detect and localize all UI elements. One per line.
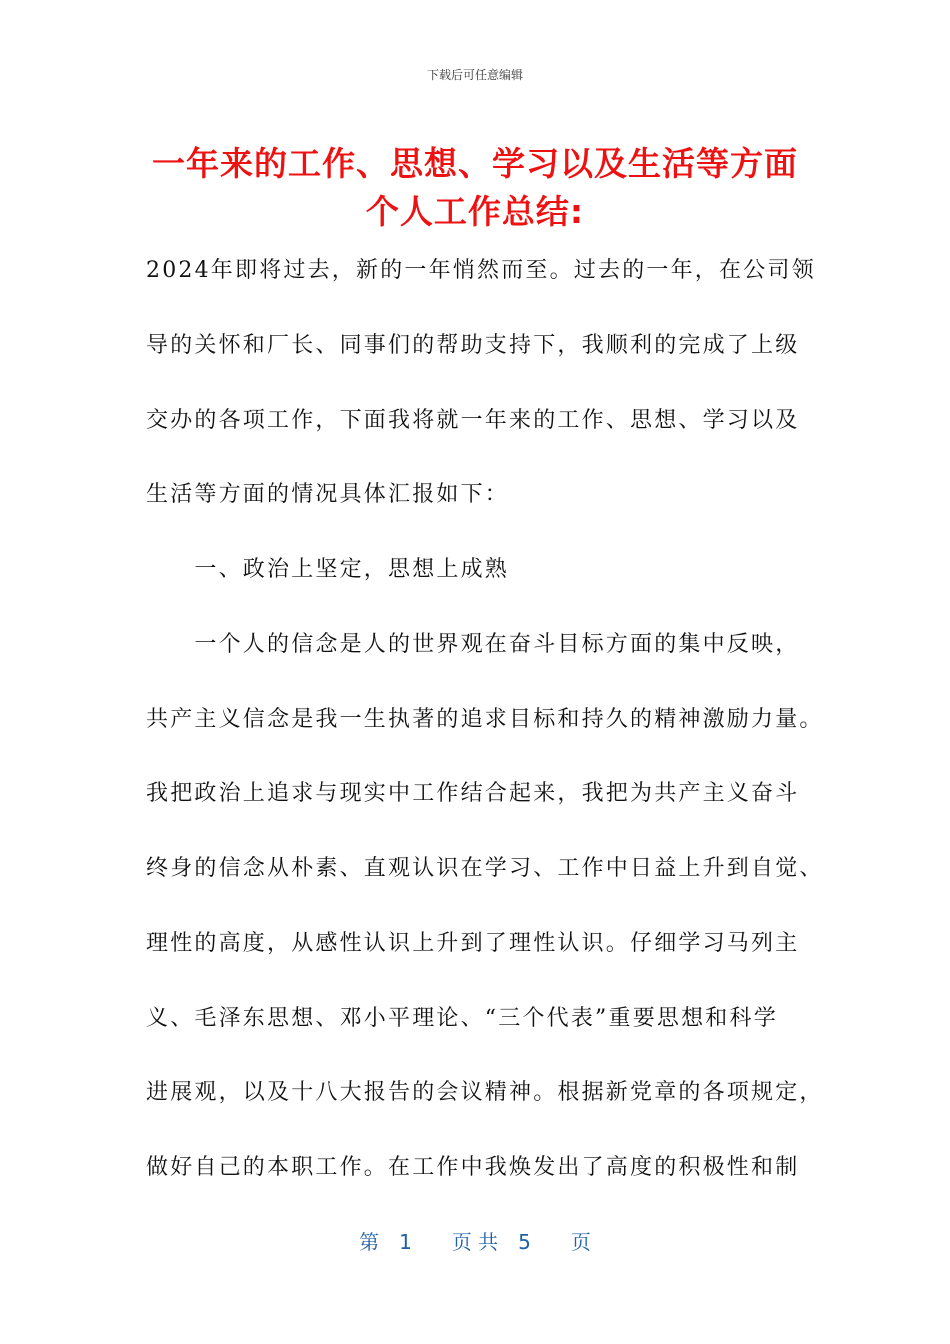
section-heading: 一、政治上坚定，思想上成熟 [146, 557, 510, 582]
body-line: 一个人的信念是人的世界观在奋斗目标方面的集中反映， [146, 632, 800, 657]
document-title-line-2: 个人工作总结: [365, 192, 585, 231]
body-line: 导的关怀和厂长、同事们的帮助支持下，我顺利的完成了上级 [146, 333, 800, 358]
body-line: 共产主义信念是我一生执著的追求目标和持久的精神激励力量。 [146, 707, 824, 732]
page-number-footer: 第 1 页 共 5 页 [359, 1230, 591, 1254]
body-line: 进展观，以及十八大报告的会议精神。根据新党章的各项规定， [146, 1080, 824, 1105]
body-line: 终身的信念从朴素、直观认识在学习、工作中日益上升到自觉、 [146, 856, 824, 881]
body-line: 交办的各项工作，下面我将就一年来的工作、思想、学习以及 [146, 408, 800, 433]
body-line: 2024年即将过去，新的一年悄然而至。过去的一年，在公司领 [146, 258, 816, 283]
body-line: 理性的高度，从感性认识上升到了理性认识。仔细学习马列主 [146, 931, 800, 956]
body-line: 做好自己的本职工作。在工作中我焕发出了高度的积极性和制 [146, 1155, 800, 1180]
body-line: 生活等方面的情况具体汇报如下： [146, 482, 510, 507]
body-line: 我把政治上追求与现实中工作结合起来，我把为共产主义奋斗 [146, 781, 800, 806]
document-title-line-1: 一年来的工作、思想、学习以及生活等方面 [152, 144, 798, 183]
header-note: 下载后可任意编辑 [426, 68, 523, 82]
body-line: 义、毛泽东思想、邓小平理论、“三个代表”重要思想和科学 [146, 1006, 778, 1031]
